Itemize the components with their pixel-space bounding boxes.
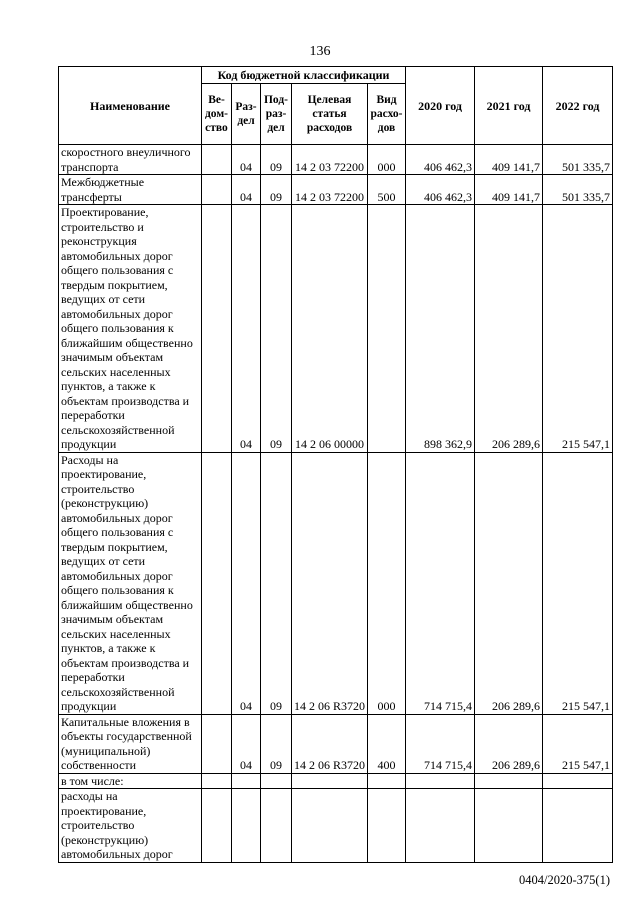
row-name: Расходы на проектирование, строительство (реконструкцию) автомобильных дорог общего пользования с твердым покрытием, ведущих от сети автомобильных дорог общего пользования к ближайшим общественно значимым объектам сельских населенных пунктов, а также к объектам производства и переработки сельскохозяйственной продукции <box>59 452 202 714</box>
empty-cell <box>543 789 613 863</box>
header-podrazdel: Под- раз- дел <box>261 84 292 145</box>
header-target: Целевая статья расходов <box>292 84 368 145</box>
in-that-number-row <box>59 773 613 789</box>
row-vid: 000 <box>368 452 406 714</box>
empty-cell <box>232 773 261 789</box>
row-target: 14 2 03 72200 <box>292 145 368 175</box>
header-vedomstvo: Ве- дом- ство <box>202 84 232 145</box>
row-name: скоростного внеуличного транспорта <box>59 145 202 175</box>
row-2020: 898 362,9 <box>406 205 475 453</box>
row-2020: 406 462,3 <box>406 145 475 175</box>
row-name: Капитальные вложения в объекты государственной (муниципальной) собственности <box>59 714 202 773</box>
row-2021: 206 289,6 <box>475 452 543 714</box>
header-2020: 2020 год <box>406 67 475 145</box>
page-number: 136 <box>309 44 331 59</box>
empty-cell <box>202 789 232 863</box>
empty-cell <box>475 773 543 789</box>
empty-cell <box>543 773 613 789</box>
empty-cell <box>261 789 292 863</box>
row-2022: 215 547,1 <box>543 452 613 714</box>
row-target: 14 2 03 72200 <box>292 175 368 205</box>
in-that-number-label: в том числе: <box>59 773 202 789</box>
row-target: 14 2 06 R3720 <box>292 714 368 773</box>
row-2020: 714 715,4 <box>406 452 475 714</box>
header-vid: Вид расхо- дов <box>368 84 406 145</box>
row-ved <box>202 714 232 773</box>
header-code-group: Код бюджетной классификации <box>202 67 406 84</box>
empty-cell <box>202 773 232 789</box>
header-name: Наименование <box>59 67 202 145</box>
row-ved <box>202 205 232 453</box>
row-2022: 215 547,1 <box>543 714 613 773</box>
row-podrazdel: 09 <box>261 175 292 205</box>
row-podrazdel: 09 <box>261 205 292 453</box>
row-razdel: 04 <box>232 145 261 175</box>
row-vid: 400 <box>368 714 406 773</box>
header-razdel: Раз- дел <box>232 84 261 145</box>
empty-cell <box>292 773 368 789</box>
row-2022: 501 335,7 <box>543 175 613 205</box>
row-podrazdel: 09 <box>261 714 292 773</box>
row-2020: 714 715,4 <box>406 714 475 773</box>
table-row <box>59 205 613 453</box>
row-podrazdel: 09 <box>261 145 292 175</box>
header-2022: 2022 год <box>543 67 613 145</box>
budget-table <box>58 66 613 863</box>
document-code: 0404/2020-375(1) <box>519 873 610 887</box>
empty-cell <box>261 773 292 789</box>
empty-cell <box>368 789 406 863</box>
row-ved <box>202 145 232 175</box>
row-2021: 409 141,7 <box>475 145 543 175</box>
table-row <box>59 175 613 205</box>
row-razdel: 04 <box>232 452 261 714</box>
row-target: 14 2 06 R3720 <box>292 452 368 714</box>
row-2021: 206 289,6 <box>475 714 543 773</box>
row-name: Межбюджетные трансферты <box>59 175 202 205</box>
row-vid: 500 <box>368 175 406 205</box>
empty-cell <box>406 789 475 863</box>
row-name: Проектирование, строительство и реконструкция автомобильных дорог общего пользования с твердым покрытием, ведущих от сети автомобильных дорог общего пользования к ближайшим общественно значимым объектам сельских населенных пунктов, а также к объектам производства и переработки сельскохозяйственной продукции <box>59 205 202 453</box>
row-2021: 206 289,6 <box>475 205 543 453</box>
row-target: 14 2 06 00000 <box>292 205 368 453</box>
table-row <box>59 714 613 773</box>
table-row <box>59 789 613 863</box>
row-ved <box>202 175 232 205</box>
row-2021: 409 141,7 <box>475 175 543 205</box>
row-vid <box>368 205 406 453</box>
table-row <box>59 145 613 175</box>
empty-cell <box>232 789 261 863</box>
row-razdel: 04 <box>232 714 261 773</box>
empty-cell <box>368 773 406 789</box>
row-2022: 215 547,1 <box>543 205 613 453</box>
row-razdel: 04 <box>232 205 261 453</box>
row-podrazdel: 09 <box>261 452 292 714</box>
row-ved <box>202 452 232 714</box>
row-2022: 501 335,7 <box>543 145 613 175</box>
row-razdel: 04 <box>232 175 261 205</box>
empty-cell <box>406 773 475 789</box>
row-2020: 406 462,3 <box>406 175 475 205</box>
row-vid: 000 <box>368 145 406 175</box>
row-name: расходы на проектирование, строительство (реконструкцию) автомобильных дорог <box>59 789 202 863</box>
empty-cell <box>292 789 368 863</box>
empty-cell <box>475 789 543 863</box>
header-2021: 2021 год <box>475 67 543 145</box>
table-row <box>59 452 613 714</box>
